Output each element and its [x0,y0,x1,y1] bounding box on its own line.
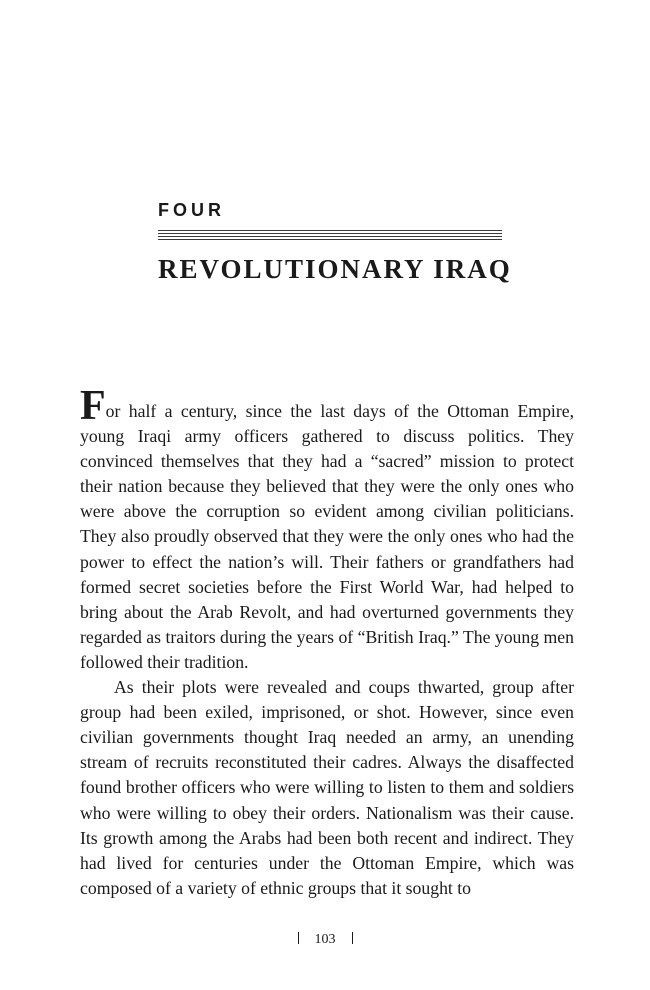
chapter-number: FOUR [158,200,225,220]
rule-line [158,239,502,240]
chapter-title: REVOLUTIONARY IRAQ [158,254,512,284]
rule-line [158,233,502,234]
rule-line [158,230,502,231]
page-number: 103 [314,932,336,947]
folio-separator-left [298,932,299,944]
chapter-title-rule [158,230,502,242]
folio-separator-right [352,932,353,944]
drop-cap: F [80,383,106,429]
rule-line [158,236,502,237]
body-text [80,383,574,901]
page-footer [0,932,650,948]
paragraph-1-text: or half a century, since the last days of the Ottoman Empire, young Iraqi army officers gathered to discuss politics. They convinced themselves that they had a “sacred” mission to protect their nation because they believed that they were the only ones who were above the corruption so evident among civilian politicians. They also proudly observed that they were the only ones who had the power to effect the nation’s will. Their fathers or grandfathers had formed secret societies before the First World War, had helped to bring about the Arab Revolt, and had overturned governments they regarded as traitors during the years of “British Iraq.” The young men followed their tradition. [80,401,574,672]
paragraph-2: As their plots were revealed and coups thwarted, group after group had been exiled, imprisoned, or shot. However, since even civilian governments thought Iraq needed an army, an unending stream of recruits reconstituted their cadres. Always the disaffected found brother officers who were willing to listen to them and soldiers who were willing to obey their orders. Nationalism was their cause. Its growth among the Arabs had been both recent and indirect. They had lived for centuries under the Ottoman Empire, which was composed of a variety of ethnic groups that it sought to [80,677,574,898]
paragraph-1 [80,383,574,675]
